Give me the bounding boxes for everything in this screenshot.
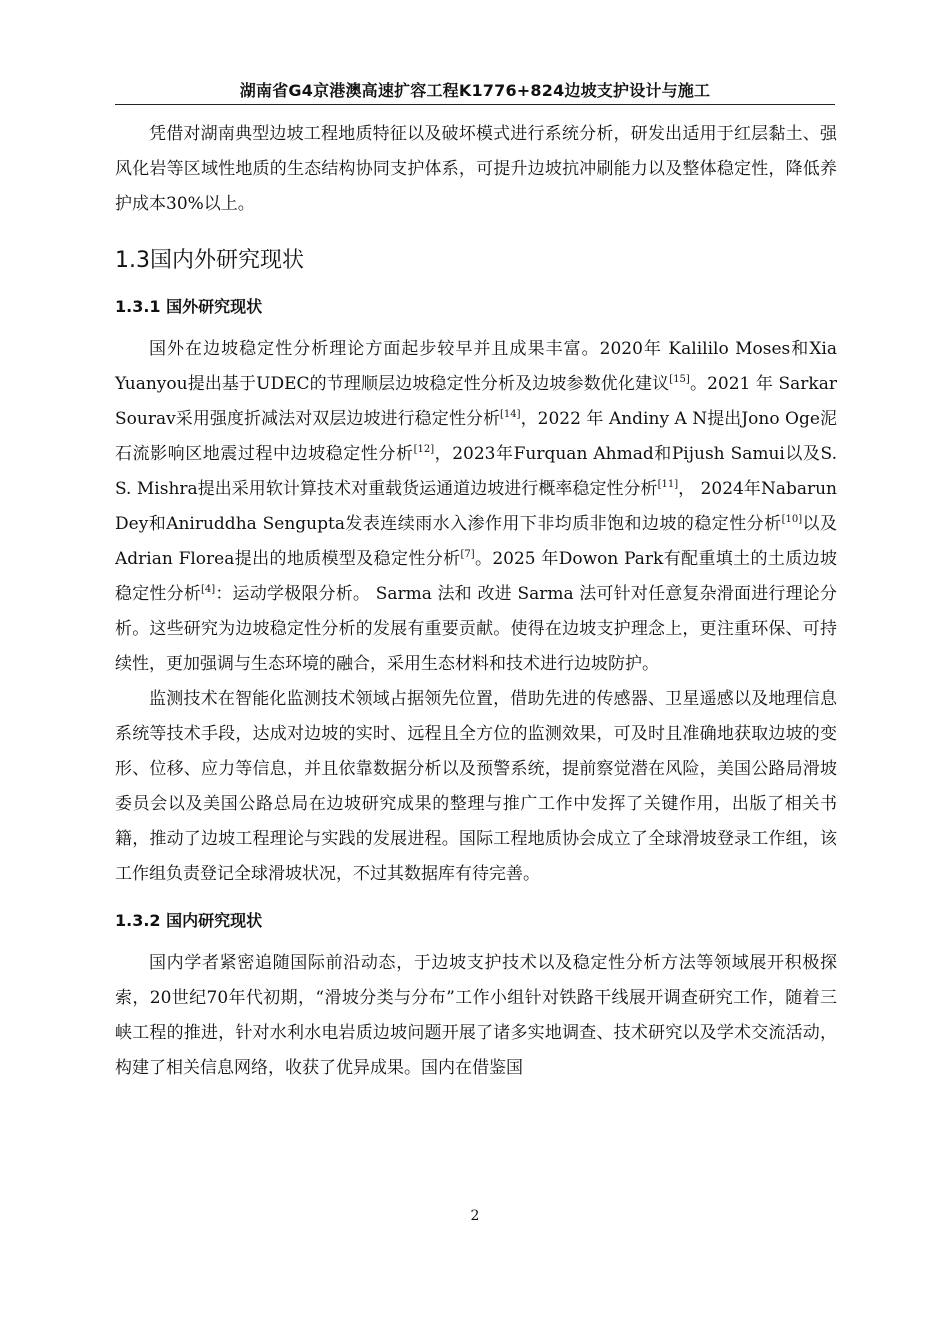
text-segment: 国外在边坡稳定性分析理论方面起步较早并且成果丰富。2020年 Kalililo Moses和Xia Yuanyou提出基于UDEC的节理顺层边坡稳定性分析及边坡参数优化建议 [115,339,837,394]
domestic-research-paragraph: 国内学者紧密追随国际前沿动态，于边坡支护技术以及稳定性分析方法等领域展开积极探索，20世纪70年代初期，“滑坡分类与分布”工作小组针对铁路干线展开调查研究工作，随着三峡工程的推进，针对水利水电岩质边坡问题开展了诸多实地调查、技术研究以及学术交流活动，构建了相关信息网络，收获了优异成果。国内在借鉴国 [115,953,837,1078]
foreign-research-paragraph [115,332,837,682]
section-heading-1-3: 1.3国内外研究现状 [115,248,304,273]
header-rule [115,104,835,105]
page-number: 2 [470,1208,480,1224]
monitoring-paragraph: 监测技术在智能化监测技术领域占据领先位置，借助先进的传感器、卫星遥感以及地理信息系统等技术手段，达成对边坡的实时、远程且全方位的监测效果，可及时且准确地获取边坡的变形、位移、应力等信息，并且依靠数据分析以及预警系统，提前察觉潜在风险，美国公路局滑坡委员会以及美国公路总局在边坡研究成果的整理与推广工作中发挥了关键作用，出版了相关书籍，推动了边坡工程理论与实践的发展进程。国际工程地质协会成立了全球滑坡登录工作组，该工作组负责登记全球滑坡状况，不过其数据库有待完善。 [115,689,837,884]
text-segment: ， 2024年Nabarun Dey和Aniruddha Sengupta发表连续雨水入渗作用下非均质非饱和边坡的稳定性分析 [115,479,837,534]
text-segment: ，2022 年 Andiny A N提出Jono Oge泥石流影响区地震过程中边坡稳定性分析 [115,409,837,464]
text-segment: 。2025 年Dowon Park有配重填土的土质边坡稳定性分析 [115,549,837,604]
text-segment: 以及Adrian Florea提出的地质模型及稳定性分析 [115,514,838,569]
intro-paragraph: 凭借对湖南典型边坡工程地质特征以及破坏模式进行系统分析，研发出适用于红层黏土、强风化岩等区域性地质的生态结构协同支护体系，可提升边坡抗冲刷能力以及整体稳定性，降低养护成本30%以上。 [115,124,837,214]
citation: [15] [669,374,690,385]
text-segment: 。2021 年 Sarkar Sourav采用强度折减法对双层边坡进行稳定性分析 [115,374,837,429]
citation: [7] [460,549,475,560]
running-header: 湖南省G4京港澳高速扩容工程K1776+824边坡支护设计与施工 [239,81,711,100]
citation: [14] [500,409,521,420]
text-segment: ，2023年Furquan Ahmad和Pijush Samui以及S. S. Mishra提出采用软计算技术对重载货运通道边坡进行概率稳定性分析 [115,444,837,499]
subsection-heading-1-3-1: 1.3.1 国外研究现状 [115,297,263,316]
subsection-heading-1-3-2: 1.3.2 国内研究现状 [115,911,263,930]
citation: [12] [413,444,435,455]
citation: [10] [781,514,803,525]
citation: [11] [657,479,679,490]
body-content [115,117,837,1086]
citation: [4] [200,584,216,595]
text-segment: ：运动学极限分析。 Sarma 法和 改进 Sarma 法可针对任意复杂滑面进行理论分析。这些研究为边坡稳定性分析的发展有重要贡献。使得在边坡支护理念上，更注重环保、可持续性，更加强调与生态环境的融合，采用生态材料和技术进行边坡防护。 [115,584,837,674]
